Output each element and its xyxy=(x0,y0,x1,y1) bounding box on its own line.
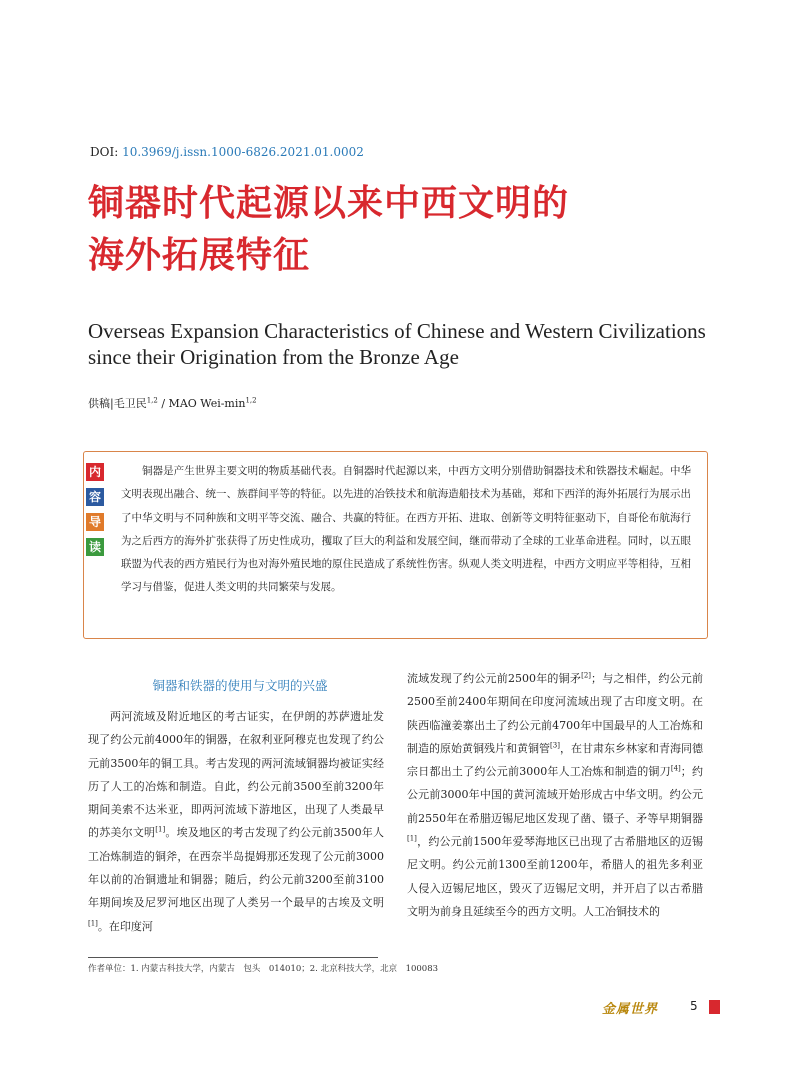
author-affil-sup-2: 1,2 xyxy=(245,396,257,405)
title-chinese xyxy=(88,178,569,282)
abstract-tag-2: 容 xyxy=(86,488,104,506)
left-column xyxy=(88,705,384,938)
abstract-tag-3: 导 xyxy=(86,513,104,531)
journal-logo: 金属世界 xyxy=(602,1002,659,1017)
page-marker-block xyxy=(709,1000,720,1014)
right-text-1: 流域发现了约公元前2500年的铜矛 xyxy=(407,672,582,685)
abstract-tags xyxy=(86,463,104,563)
section-heading: 铜器和铁器的使用与文明的兴盛 xyxy=(152,678,328,693)
title-cn-line-1: 铜器时代起源以来中西文明的 xyxy=(88,183,570,224)
left-text-1: 两河流域及附近地区的考古证实，在伊朗的苏萨遗址发现了约公元前4000年的铜器，在叙利亚阿穆克也发现了约公元前3500年的铜工具。考古发现的两河流域铜器均被证实经历了人工的冶炼和制造。自此，约公元前3500至前3200年期间美索不达米亚，即两河流域下游地区，出现了人类最早的苏美尔文明 xyxy=(88,710,384,840)
left-text-3: 。在印度河 xyxy=(97,919,153,933)
right-text-2: ；与之相伴，约公元前2500至前2400年期间在印度河流域出现了古印度文明。在陕西临潼姜寨出土了约公元前4700年中国最早的人工冶炼和制造的原始黄铜残片和黄铜管 xyxy=(407,672,704,755)
ref-link: [1] xyxy=(88,919,98,928)
abstract-text: 铜器是产生世界主要文明的物质基础代表。自铜器时代起源以来，中西方文明分别借助铜器技术和铁器技术崛起。中华文明表现出融合、统一、族群间平等的特征。以先进的冶铁技术和航海造船技术为基础，郑和下西洋的海外拓展行为展示出了中华文明与不同种族和文明平等交流、融合、共赢的特征。在西方开拓、进取、创新等文明特征驱动下，自哥伦布航海行为之后西方的海外扩张获得了历史性成功，攫取了巨大的利益和发展空间，继而带动了全球的工业革命进程。同时，以五眼联盟为代表的西方殖民行为也对海外殖民地的原住民造成了系统性伤害。纵观人类文明进程，中西方文明应平等相待，互相学习与借鉴，促进人类文明的共同繁荣与发展。 xyxy=(121,465,691,594)
left-text-2: 。埃及地区的考古发现了约公元前3500年人工冶炼制造的铜斧，在西奈半岛提姆那还发现了公元前3000年以前的冶铜遗址和铜器；随后，约公元前3200至前3100年期间埃及尼罗河地区出现了人类另一个最早的古埃及文明 xyxy=(88,826,385,910)
abstract-tag-1: 内 xyxy=(86,463,104,481)
ref-link: [1] xyxy=(407,834,417,843)
doi-link[interactable]: 10.3969/j.issn.1000-6826.2021.01.0002 xyxy=(122,145,364,159)
author-affil-sup-1: 1,2 xyxy=(146,396,158,405)
ref-link: [3] xyxy=(550,741,560,750)
page-number: 5 xyxy=(690,999,698,1013)
abstract-tag-4: 读 xyxy=(86,538,104,556)
author-cn: 供稿|毛卫民 xyxy=(88,397,147,410)
doi-label: DOI: xyxy=(90,145,119,159)
right-column xyxy=(407,667,703,923)
ref-link: [2] xyxy=(581,671,592,680)
author-affiliation-footnote: 作者单位：1. 内蒙古科技大学，内蒙古 包头 014010；2. 北京科技大学，北京 100083 xyxy=(88,964,439,974)
title-cn-line-2: 海外拓展特征 xyxy=(88,235,311,276)
author-line xyxy=(88,395,257,411)
ref-link: [1] xyxy=(155,825,166,834)
right-text-4: ；约公元前3000年中国的黄河流域开始形成古中华文明。约公元前2550年在希腊迈锡尼地区发现了凿、镊子、矛等早期铜器 xyxy=(407,765,704,825)
ref-link: [4] xyxy=(670,764,681,773)
footnote-divider xyxy=(88,957,378,958)
right-text-3: ，在甘肃东乡林家和青海同德宗日都出土了约公元前3000年人工冶炼和制造的铜刀 xyxy=(407,741,704,779)
author-en: / MAO Wei-min xyxy=(157,397,246,410)
title-english: Overseas Expansion Characteristics of Chinese and Western Civilizations since their Origination from the Bronze Age xyxy=(88,319,706,369)
doi-line xyxy=(90,145,364,159)
right-text-5: ，约公元前1500年爱琴海地区已出现了古希腊地区的迈锡尼文明。约公元前1300至前1200年，希腊人的祖先多利亚人侵入迈锡尼地区，毁灭了迈锡尼文明，并开启了以古希腊文明为前身且延续至今的西方文明。人工冶铜技术的 xyxy=(407,835,703,918)
